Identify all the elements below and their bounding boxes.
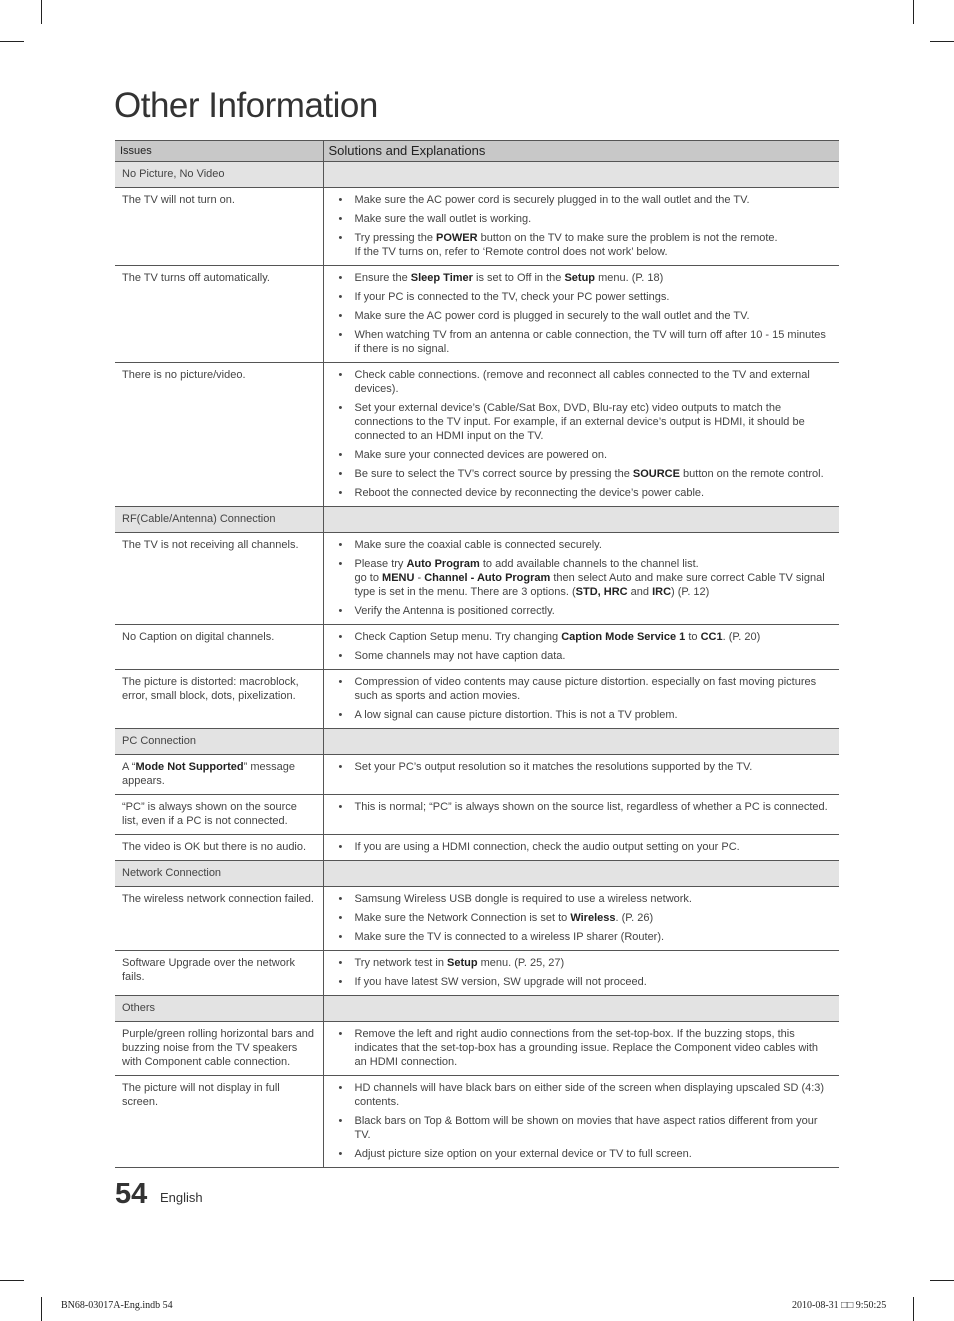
- emphasis-text: Auto Program: [406, 558, 480, 570]
- solution-item: [331, 401, 833, 443]
- table-row: [115, 625, 839, 670]
- solution-list: [331, 1081, 833, 1161]
- bullet-icon: •: [338, 329, 343, 341]
- bullet-icon: •: [338, 841, 343, 853]
- section-spacer: [323, 861, 839, 887]
- solution-cell: [323, 1076, 839, 1168]
- solution-item: [331, 975, 833, 989]
- issue-cell: The TV is not receiving all channels.: [115, 533, 323, 625]
- text-run: . (P. 20): [722, 631, 761, 643]
- solution-cell: [323, 887, 839, 951]
- section-title: Others: [115, 996, 323, 1022]
- text-run: and: [627, 586, 653, 598]
- table-row: [115, 835, 839, 861]
- bullet-icon: •: [338, 605, 343, 617]
- section-spacer: [323, 729, 839, 755]
- solution-list: [331, 368, 833, 500]
- solution-item: [331, 911, 833, 925]
- solution-item: [331, 630, 833, 644]
- emphasis-text: Setup: [447, 957, 478, 969]
- solution-item: [331, 557, 833, 599]
- bullet-icon: •: [338, 976, 343, 988]
- solution-item: [331, 368, 833, 396]
- solution-item: [331, 290, 833, 304]
- text-run: Try network test in: [354, 957, 448, 969]
- emphasis-text: Wireless: [570, 912, 616, 924]
- text-run: to add available channels to the channel list.: [479, 558, 699, 570]
- section-title: PC Connection: [115, 729, 323, 755]
- issue-cell: The TV will not turn on.: [115, 188, 323, 266]
- bullet-icon: •: [338, 650, 343, 662]
- crop-mark: [930, 41, 954, 42]
- emphasis-text: Caption Mode Service 1: [561, 631, 686, 643]
- text-run: Make sure the AC power cord is plugged in securely to the wall outlet and the TV.: [354, 310, 750, 322]
- text-run: A low signal can cause picture distortion. This is not a TV problem.: [354, 709, 678, 721]
- emphasis-text: Mode Not Supported: [135, 761, 244, 773]
- solution-item: [331, 800, 833, 814]
- issue-cell: There is no picture/video.: [115, 363, 323, 507]
- bullet-icon: •: [338, 402, 343, 414]
- solution-item: [331, 604, 833, 618]
- crop-mark: [930, 1280, 954, 1281]
- bullet-icon: •: [338, 931, 343, 943]
- text-run: ) (P. 12): [671, 586, 710, 598]
- bullet-icon: •: [338, 1082, 343, 1094]
- emphasis-text: MENU: [382, 572, 415, 584]
- crop-mark: [0, 41, 24, 42]
- solution-item: [331, 212, 833, 226]
- text-run: Reboot the connected device by reconnecting the device’s power cable.: [354, 487, 705, 499]
- solution-item: [331, 1114, 833, 1142]
- bullet-icon: •: [338, 232, 343, 244]
- crop-mark: [41, 0, 42, 24]
- page-number: 54: [115, 1178, 148, 1210]
- bullet-icon: •: [338, 272, 343, 284]
- text-run: Compression of video contents may cause picture distortion. especially on fast moving pictures such as sports and action movies.: [354, 676, 817, 702]
- solution-item: [331, 930, 833, 944]
- bullet-icon: •: [338, 631, 343, 643]
- solution-item: [331, 467, 833, 481]
- solution-item: [331, 1027, 833, 1069]
- crop-mark: [41, 1297, 42, 1321]
- text-run: Make sure the Network Connection is set to: [354, 912, 571, 924]
- emphasis-text: STD, HRC: [575, 586, 628, 598]
- text-run: Some channels may not have caption data.: [354, 650, 566, 662]
- solution-item: [331, 231, 833, 259]
- bullet-icon: •: [338, 558, 343, 570]
- text-run: to: [685, 631, 701, 643]
- text-run: Make sure the coaxial cable is connected securely.: [354, 539, 602, 551]
- page-language: English: [160, 1190, 203, 1205]
- text-run: This is normal; “PC” is always shown on the source list, regardless of whether a PC is connected.: [354, 801, 828, 813]
- table-row: [115, 755, 839, 795]
- solution-list: [331, 1027, 833, 1069]
- section-row: [115, 861, 839, 887]
- section-row: [115, 996, 839, 1022]
- solution-item: [331, 1081, 833, 1109]
- solution-cell: [323, 625, 839, 670]
- crop-mark: [913, 1297, 914, 1321]
- page-title: Other Information: [114, 86, 378, 125]
- text-run: Verify the Antenna is positioned correctly.: [354, 605, 555, 617]
- text-run: Check Caption Setup menu. Try changing: [354, 631, 562, 643]
- text-run: Samsung Wireless USB dongle is required to use a wireless network.: [354, 893, 692, 905]
- solution-item: [331, 328, 833, 356]
- text-run: Make sure your connected devices are powered on.: [354, 449, 608, 461]
- issue-cell: The wireless network connection failed.: [115, 887, 323, 951]
- issue-cell: The video is OK but there is no audio.: [115, 835, 323, 861]
- issue-cell: No Caption on digital channels.: [115, 625, 323, 670]
- solution-list: [331, 271, 833, 356]
- text-run: button on the TV to make sure the problem is not the remote.: [477, 232, 778, 244]
- text-run: ” message appears.: [122, 761, 295, 787]
- bullet-icon: •: [338, 676, 343, 688]
- column-header-solutions: Solutions and Explanations: [323, 141, 839, 162]
- solution-list: [331, 538, 833, 618]
- solution-list: [331, 956, 833, 989]
- emphasis-text: Channel - Auto Program: [424, 572, 551, 584]
- section-spacer: [323, 162, 839, 188]
- text-run: Set your external device’s (Cable/Sat Box, DVD, Blu-ray etc) video outputs to match the connections to the TV input. For example, if an external device’s output is HDMI, it should be connected to an HDMI input on the TV.: [354, 402, 805, 442]
- solution-cell: [323, 188, 839, 266]
- text-run: Make sure the AC power cord is securely plugged in to the wall outlet and the TV.: [354, 194, 750, 206]
- table-row: [115, 951, 839, 996]
- issue-cell: “PC” is always shown on the source list, even if a PC is not connected.: [115, 795, 323, 835]
- solution-cell: [323, 795, 839, 835]
- solution-item: [331, 892, 833, 906]
- section-row: [115, 162, 839, 188]
- bullet-icon: •: [338, 291, 343, 303]
- text-run: Remove the left and right audio connections from the set-top-box. If the buzzing stops, this indicates that the set-top-box has a grounding issue. Replace the Component video cables with an HDMI connection.: [354, 1028, 819, 1068]
- emphasis-text: CC1: [700, 631, 723, 643]
- bullet-icon: •: [338, 1148, 343, 1160]
- footer-file-name: BN68-03017A-Eng.indb 54: [61, 1300, 173, 1311]
- text-run: Try pressing the: [354, 232, 437, 244]
- crop-mark: [0, 1280, 24, 1281]
- section-title: Network Connection: [115, 861, 323, 887]
- section-row: [115, 507, 839, 533]
- text-run: HD channels will have black bars on either side of the screen when displaying upscaled SD (4:3) contents.: [354, 1082, 825, 1108]
- bullet-icon: •: [338, 468, 343, 480]
- section-spacer: [323, 507, 839, 533]
- text-run: Set your PC’s output resolution so it matches the resolutions supported by the TV.: [354, 761, 753, 773]
- solution-item: [331, 448, 833, 462]
- section-title: No Picture, No Video: [115, 162, 323, 188]
- text-run: Please try: [354, 558, 407, 570]
- bullet-icon: •: [338, 1028, 343, 1040]
- bullet-icon: •: [338, 1115, 343, 1127]
- text-run: then select Auto and make sure correct Cable TV signal type is set in the menu. There are 3 options. (: [354, 572, 825, 598]
- table-row: [115, 887, 839, 951]
- text-run: If the TV turns on, refer to ‘Remote control does not work’ below.: [354, 246, 668, 258]
- section-spacer: [323, 996, 839, 1022]
- bullet-icon: •: [338, 893, 343, 905]
- text-run: If you have latest SW version, SW upgrade will not proceed.: [354, 976, 647, 988]
- bullet-icon: •: [338, 539, 343, 551]
- bullet-icon: •: [338, 369, 343, 381]
- solution-item: [331, 538, 833, 552]
- emphasis-text: IRC: [652, 586, 672, 598]
- section-row: [115, 729, 839, 755]
- solution-cell: [323, 670, 839, 729]
- bullet-icon: •: [338, 487, 343, 499]
- table-row: [115, 363, 839, 507]
- issue-cell: [115, 755, 323, 795]
- text-run: A “: [122, 761, 136, 773]
- text-run: Check cable connections. (remove and reconnect all cables connected to the TV and external devices).: [354, 369, 810, 395]
- footer-datetime: 2010-08-31 □□ 9:50:25: [792, 1300, 887, 1311]
- bullet-icon: •: [338, 213, 343, 225]
- solution-item: [331, 708, 833, 722]
- solution-item: [331, 486, 833, 500]
- solution-list: [331, 193, 833, 259]
- bullet-icon: •: [338, 912, 343, 924]
- solution-cell: [323, 835, 839, 861]
- solution-cell: [323, 755, 839, 795]
- solution-cell: [323, 951, 839, 996]
- emphasis-text: SOURCE: [632, 468, 680, 480]
- solution-list: [331, 675, 833, 722]
- bullet-icon: •: [338, 194, 343, 206]
- crop-mark: [913, 0, 914, 24]
- emphasis-text: Sleep Timer: [410, 272, 473, 284]
- solution-item: [331, 193, 833, 207]
- issue-cell: The picture is distorted: macroblock, error, small block, dots, pixelization.: [115, 670, 323, 729]
- text-run: Make sure the TV is connected to a wireless IP sharer (Router).: [354, 931, 665, 943]
- table-row: [115, 533, 839, 625]
- text-run: button on the remote control.: [679, 468, 824, 480]
- bullet-icon: •: [338, 709, 343, 721]
- issue-cell: The TV turns off automatically.: [115, 266, 323, 363]
- solution-list: [331, 840, 833, 854]
- table-body: [115, 162, 839, 1168]
- issue-cell: Software Upgrade over the network fails.: [115, 951, 323, 996]
- text-run: menu. (P. 18): [595, 272, 664, 284]
- bullet-icon: •: [338, 801, 343, 813]
- solution-list: [331, 892, 833, 944]
- emphasis-text: Setup: [564, 272, 596, 284]
- text-run: Adjust picture size option on your external device or TV to full screen.: [354, 1148, 692, 1160]
- solution-item: [331, 675, 833, 703]
- text-run: If your PC is connected to the TV, check your PC power settings.: [354, 291, 670, 303]
- text-run: Be sure to select the TV’s correct source by pressing the: [354, 468, 633, 480]
- text-run: is set to Off in the: [472, 272, 565, 284]
- table-row: [115, 1076, 839, 1168]
- text-run: Ensure the: [354, 272, 411, 284]
- column-header-issues: Issues: [115, 141, 323, 162]
- text-run: If you are using a HDMI connection, check the audio output setting on your PC.: [354, 841, 740, 853]
- bullet-icon: •: [338, 957, 343, 969]
- solution-cell: [323, 1022, 839, 1076]
- troubleshooting-table: [115, 140, 839, 1168]
- issue-cell: Purple/green rolling horizontal bars and buzzing noise from the TV speakers with Component cable connection.: [115, 1022, 323, 1076]
- table-row: [115, 188, 839, 266]
- solution-cell: [323, 363, 839, 507]
- section-title: RF(Cable/Antenna) Connection: [115, 507, 323, 533]
- text-run: menu. (P. 25, 27): [477, 957, 565, 969]
- solution-list: [331, 760, 833, 774]
- table-row: [115, 1022, 839, 1076]
- text-run: . (P. 26): [615, 912, 654, 924]
- solution-item: [331, 956, 833, 970]
- text-run: go to: [354, 572, 383, 584]
- solution-cell: [323, 266, 839, 363]
- emphasis-text: POWER: [436, 232, 478, 244]
- text-run: Make sure the wall outlet is working.: [354, 213, 532, 225]
- solution-item: [331, 649, 833, 663]
- solution-item: [331, 309, 833, 323]
- table-header-row: [115, 141, 839, 162]
- text-run: Black bars on Top & Bottom will be shown on movies that have aspect ratios different from your TV.: [354, 1115, 818, 1141]
- solution-cell: [323, 533, 839, 625]
- table-row: [115, 266, 839, 363]
- table-row: [115, 795, 839, 835]
- bullet-icon: •: [338, 449, 343, 461]
- solution-list: [331, 800, 833, 814]
- issue-cell: The picture will not display in full screen.: [115, 1076, 323, 1168]
- table-row: [115, 670, 839, 729]
- bullet-icon: •: [338, 761, 343, 773]
- solution-list: [331, 630, 833, 663]
- solution-item: [331, 840, 833, 854]
- solution-item: [331, 1147, 833, 1161]
- text-run: -: [414, 572, 425, 584]
- solution-item: [331, 271, 833, 285]
- bullet-icon: •: [338, 310, 343, 322]
- text-run: When watching TV from an antenna or cable connection, the TV will turn off after 10 - 15 minutes if there is no signal.: [354, 329, 826, 355]
- solution-item: [331, 760, 833, 774]
